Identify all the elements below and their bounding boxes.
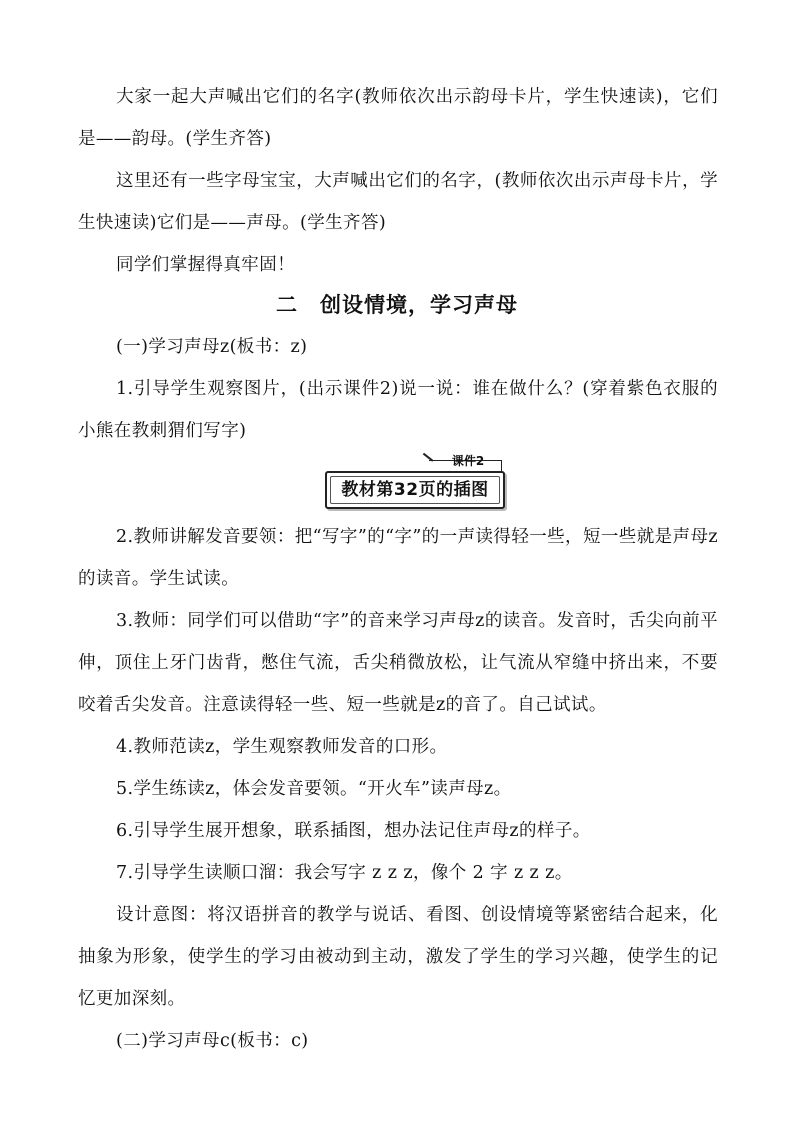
step-5-students-practice: 5.学生练读z，体会发音要领。“开火车”读声母z。 [116, 779, 512, 799]
courseware-tag: 课件2 [451, 454, 485, 468]
courseware-callout [325, 454, 503, 510]
paragraph-names-initials: 这里还有一些字母宝宝，大声喊出它们的名字，(教师依次出示声母卡片，学生快速读)它们是——声母。(学生齐答) [78, 171, 718, 233]
paragraph-praise: 同学们掌握得真牢固！ [116, 255, 295, 275]
step-6-imagine: 6.引导学生展开想象，联系插图，想办法记住声母z的样子。 [116, 821, 591, 841]
step-2-pronunciation: 2.教师讲解发音要领：把“写字”的“字”的一声读得轻一些，短一些就是声母z的读音。学生试读。 [78, 527, 718, 589]
section-heading [0, 290, 794, 320]
design-intent: 设计意图：将汉语拼音的教学与说话、看图、创设情境等紧密结合起来，化抽象为形象，使学生的学习由被动到主动，激发了学生的学习兴趣，使学生的记忆更加深刻。 [78, 905, 718, 1009]
courseware-label: 教材第32页的插图 [330, 476, 500, 504]
step-3-teacher-explains: 3.教师：同学们可以借助“字”的音来学习声母z的读音。发音时，舌尖向前平伸，顶住上牙门齿背，憋住气流，舌尖稍微放松，让气流从窄缝中挤出来，不要咬着舌尖发音。注意读得轻一些、短一些就是z的音了。自己试试。 [78, 611, 718, 715]
subsection-heading-z: (一)学习声母z(板书：z) [116, 337, 308, 357]
paragraph-names-vowels: 大家一起大声喊出它们的名字(教师依次出示韵母卡片，学生快速读)，它们是——韵母。(学生齐答) [78, 87, 718, 149]
subsection-heading-c: (二)学习声母c(板书：c) [116, 1031, 309, 1051]
section-title: 创设情境，学习声母 [320, 292, 518, 317]
step-7-rhyme: 7.引导学生读顺口溜：我会写字 z z z，像个 2 字 z z z。 [116, 863, 573, 883]
step-4-teacher-reads: 4.教师范读z，学生观察教师发音的口形。 [116, 737, 448, 757]
section-number: 二 [276, 292, 298, 317]
step-1-observe-picture: 1.引导学生观察图片，(出示课件2)说一说：谁在做什么？(穿着紫色衣服的小熊在教刺猬们写字) [78, 379, 718, 441]
courseware-box [325, 471, 505, 509]
